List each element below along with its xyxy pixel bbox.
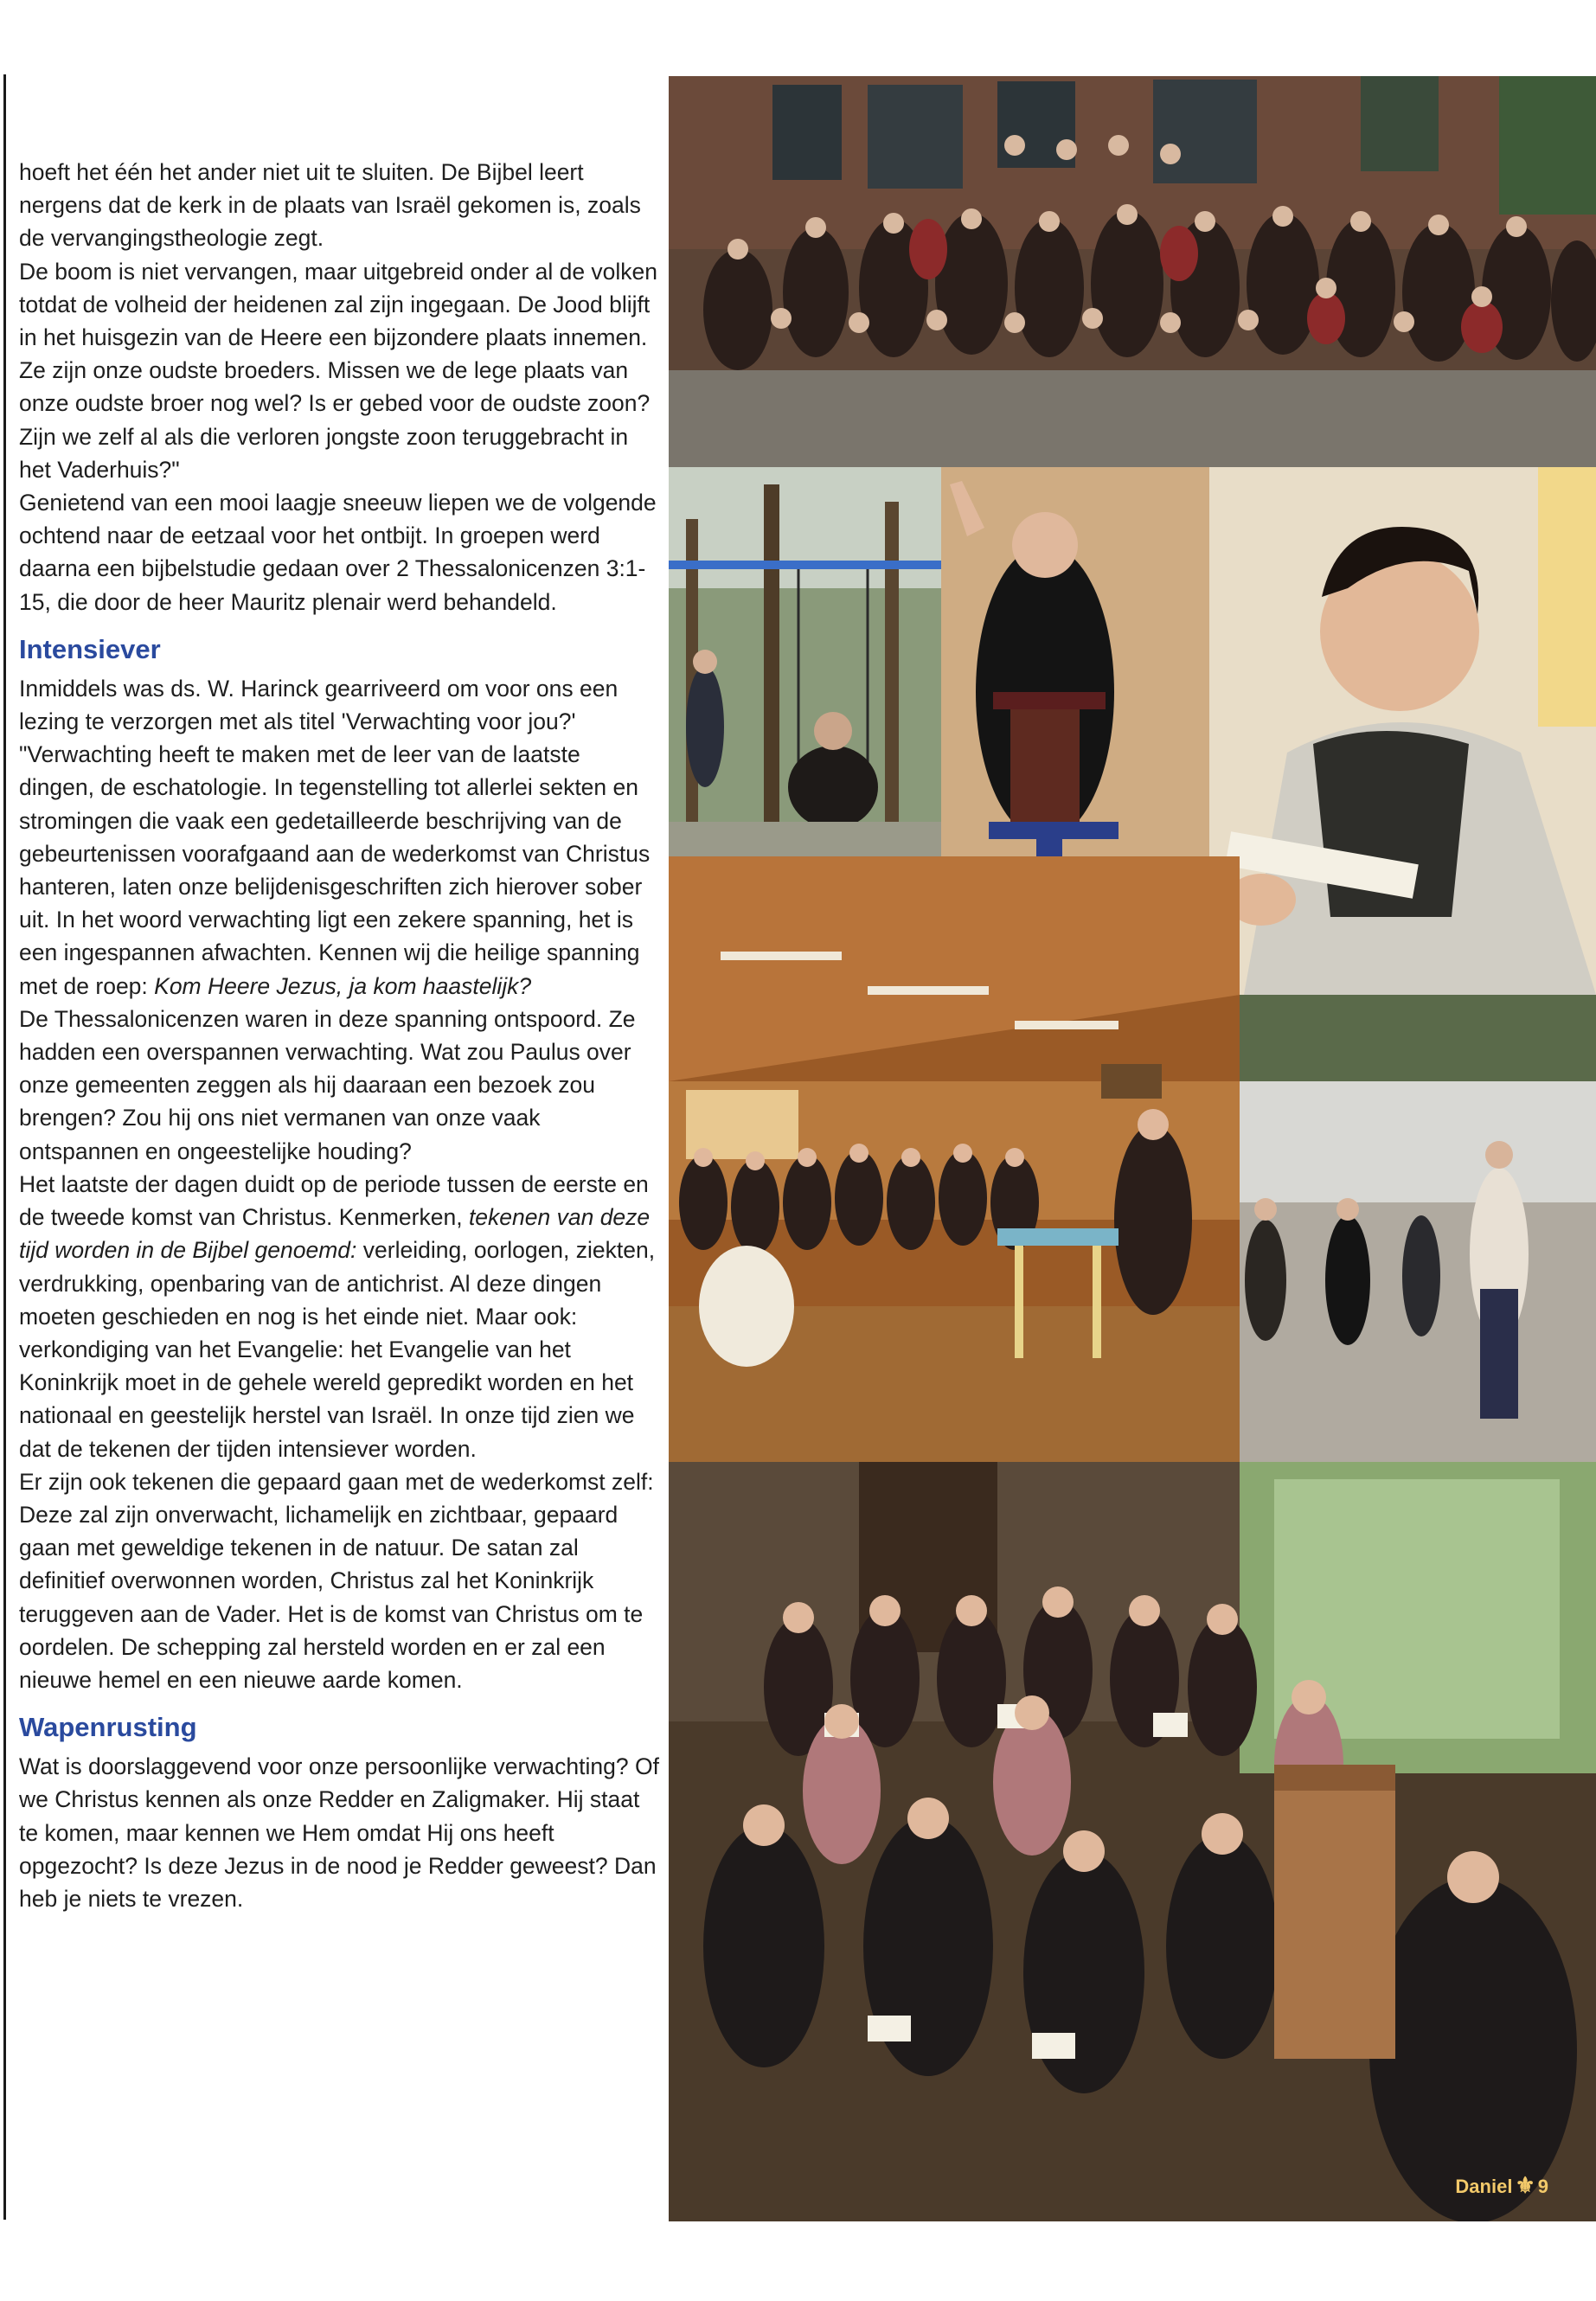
paragraph-6 [19,1168,659,1465]
magazine-name: Daniel [1455,2176,1513,2197]
paragraph-2: De boom is niet vervangen, maar uitgebreid onder al de volken totdat de volheid der heidenen zal zijn ingegaan. De Jood blijft in het huisgezin van de Heere een bijzondere plaats innemen. Ze zijn onze oudste broeders. Missen we de lege plaats van onze oudste broer nog wel? Is er gebed voor de oudste zoon? Zijn we zelf al als die verloren jongste zoon teruggebracht in het Vaderhuis?" [19,258,658,483]
page-folio [1455,2172,1548,2199]
paragraph-4-italic: Kom Heere Jezus, ja kom haastelijk? [154,972,532,999]
lecture-hall-photo [669,856,1240,1462]
heading-wapenrusting: Wapenrusting [19,1712,197,1743]
paragraph-1: hoeft het één het ander niet uit te sluiten. De Bijbel leert nergens dat de kerk in de plaats van Israël gekomen is, zoals de vervangingstheologie zegt. [19,159,641,252]
heading-intensiever: Intensiever [19,633,161,664]
paragraph-8: Wat is doorslaggevend voor onze persoonlijke verwachting? Of we Christus kennen als onze Redder en Zaligmaker. Hij staat te komen, maar kennen we Hem omdat Hij ons heeft opgezocht? Is deze Jezus in de nood je Redder geweest? Dan heb je niets te vrezen. [19,1753,659,1912]
choir-photo [669,1462,1596,2221]
paragraph-7: Er zijn ook tekenen die gepaard gaan met de wederkomst zelf: Deze zal zijn onverwacht, lichamelijk en zichtbaar, gepaard gaan met geweldige tekenen in de natuur. De satan zal definitief overwonnen worden, Christus zal het Koninkrijk teruggeven aan de Vader. Het is de komst van Christus om te oordelen. De schepping zal hersteld worden en er zal een nieuwe hemel en een nieuwe aarde komen. [19,1468,654,1693]
paragraph-4 [19,672,659,1003]
paragraph-4-text: Inmiddels was ds. W. Harinck gearriveerd om voor ons een lezing te verzorgen met als titel 'Verwachting voor jou?' "Verwachting heeft te maken met de leer van de laatste dingen, de eschatologie. In tegenstelling tot allerlei sekten en stromingen die vaak een gedetailleerde beschrijving van de gebeurtenissen voorafgaand aan de wederkomst van Christus hanteren, laten onze belijdenisgeschriften zich hierover sober uit. In het woord verwachting ligt een zekere spanning, het is een ingespannen afwachten. Kennen wij die heilige spanning met de roep: [19,675,651,999]
paragraph-5: De Thessalonicenzen waren in deze spanning ontspoord. Ze hadden een overspannen verwachting. Wat zou Paulus over onze gemeenten zeggen als hij daaraan een bezoek zou brengen? Zou hij ons niet vermanen van onze vaak ontspannen en ongeestelijke houding? [19,1005,636,1164]
paragraph-6-italic: tekenen van deze tijd worden in de Bijbel genoemd: [19,1204,651,1264]
paragraph-3: Genietend van een mooi laagje sneeuw liepen we de volgende ochtend naar de eetzaal voor het ontbijt. In groepen werd daarna een bijbelstudie gedaan over 2 Thessalonicenzen 3:1-15, die door de heer Mauritz plenair werd behandeld. [19,490,657,615]
page-number: 9 [1537,2176,1548,2197]
paragraph-6-text-b: verleiding, oorlogen, ziekten, verdrukking, openbaring van de antichrist. Al deze dingen moeten geschieden en nog is het einde niet. Maar ook: verkondiging van het Evangelie: het Evangelie van het Koninkrijk moet in de gehele wereld gepredikt worden en het nationaal en geestelijk herstel van Israël. In onze tijd zien we dat de tekenen der tijden intensiever worden. [19,1237,656,1462]
article-text-column [19,156,659,1915]
margin-rule [3,74,6,2220]
group-photo [669,76,1596,467]
photo-collage [669,76,1596,2221]
fleur-de-lis-icon: ⚜ [1515,2172,1535,2198]
paragraph-6-text-a: Het laatste der dagen duidt op de periode tussen de eerste en de tweede komst van Christus. Kenmerken, [19,1170,649,1231]
swing-photo [669,467,941,856]
young-man-photo [1209,467,1596,995]
